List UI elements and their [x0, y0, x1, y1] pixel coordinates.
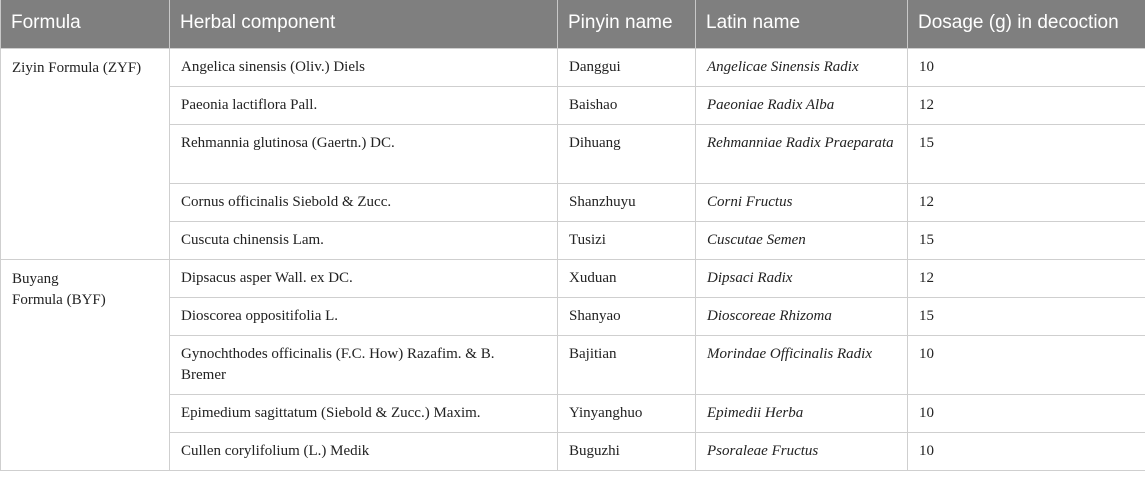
- pinyin-cell: Shanzhuyu: [558, 183, 696, 221]
- table-row: [1, 48, 1145, 86]
- header-herbal-component: Herbal component: [170, 0, 558, 48]
- header-dosage: Dosage (g) in decoction: [908, 0, 1145, 48]
- table-row: [1, 394, 1145, 432]
- dosage-cell: 15: [908, 297, 1145, 335]
- component-cell: Cornus officinalis Siebold & Zucc.: [170, 183, 558, 221]
- latin-cell: Corni Fructus: [696, 183, 908, 221]
- dosage-cell: 12: [908, 259, 1145, 297]
- component-cell: Rehmannia glutinosa (Gaertn.) DC.: [170, 124, 558, 183]
- dosage-cell: 15: [908, 124, 1145, 183]
- component-cell: Epimedium sagittatum (Siebold & Zucc.) Maxim.: [170, 394, 558, 432]
- pinyin-cell: Baishao: [558, 86, 696, 124]
- dosage-cell: 12: [908, 86, 1145, 124]
- latin-cell: Morindae Officinalis Radix: [696, 335, 908, 394]
- header-formula: Formula: [1, 0, 170, 48]
- table-row: [1, 259, 1145, 297]
- dosage-cell: 10: [908, 432, 1145, 470]
- component-cell: Cullen corylifolium (L.) Medik: [170, 432, 558, 470]
- table-row: [1, 432, 1145, 470]
- table-row: [1, 221, 1145, 259]
- latin-cell: Epimedii Herba: [696, 394, 908, 432]
- dosage-cell: 10: [908, 335, 1145, 394]
- formula-cell: Ziyin Formula (ZYF): [1, 48, 170, 259]
- pinyin-cell: Dihuang: [558, 124, 696, 183]
- table-row: [1, 183, 1145, 221]
- latin-cell: Cuscutae Semen: [696, 221, 908, 259]
- latin-cell: Angelicae Sinensis Radix: [696, 48, 908, 86]
- pinyin-cell: Tusizi: [558, 221, 696, 259]
- pinyin-cell: Danggui: [558, 48, 696, 86]
- pinyin-cell: Bajitian: [558, 335, 696, 394]
- pinyin-cell: Buguzhi: [558, 432, 696, 470]
- table-row: [1, 297, 1145, 335]
- header-pinyin-name: Pinyin name: [558, 0, 696, 48]
- component-cell: Dipsacus asper Wall. ex DC.: [170, 259, 558, 297]
- latin-cell: Dioscoreae Rhizoma: [696, 297, 908, 335]
- component-cell: Paeonia lactiflora Pall.: [170, 86, 558, 124]
- pinyin-cell: Shanyao: [558, 297, 696, 335]
- pinyin-cell: Yinyanghuo: [558, 394, 696, 432]
- latin-cell: Psoraleae Fructus: [696, 432, 908, 470]
- component-cell: Gynochthodes officinalis (F.C. How) Razafim. & B. Bremer: [170, 335, 558, 394]
- pinyin-cell: Xuduan: [558, 259, 696, 297]
- table-row: [1, 86, 1145, 124]
- header-row: [1, 0, 1145, 48]
- dosage-cell: 10: [908, 394, 1145, 432]
- header-latin-name: Latin name: [696, 0, 908, 48]
- formula-cell: Buyang Formula (BYF): [1, 259, 170, 470]
- latin-cell: Rehmanniae Radix Praeparata: [696, 124, 908, 183]
- dosage-cell: 10: [908, 48, 1145, 86]
- table-row: [1, 124, 1145, 183]
- component-cell: Cuscuta chinensis Lam.: [170, 221, 558, 259]
- latin-cell: Paeoniae Radix Alba: [696, 86, 908, 124]
- dosage-cell: 12: [908, 183, 1145, 221]
- component-cell: Dioscorea oppositifolia L.: [170, 297, 558, 335]
- latin-cell: Dipsaci Radix: [696, 259, 908, 297]
- dosage-cell: 15: [908, 221, 1145, 259]
- component-cell: Angelica sinensis (Oliv.) Diels: [170, 48, 558, 86]
- table-row: [1, 335, 1145, 394]
